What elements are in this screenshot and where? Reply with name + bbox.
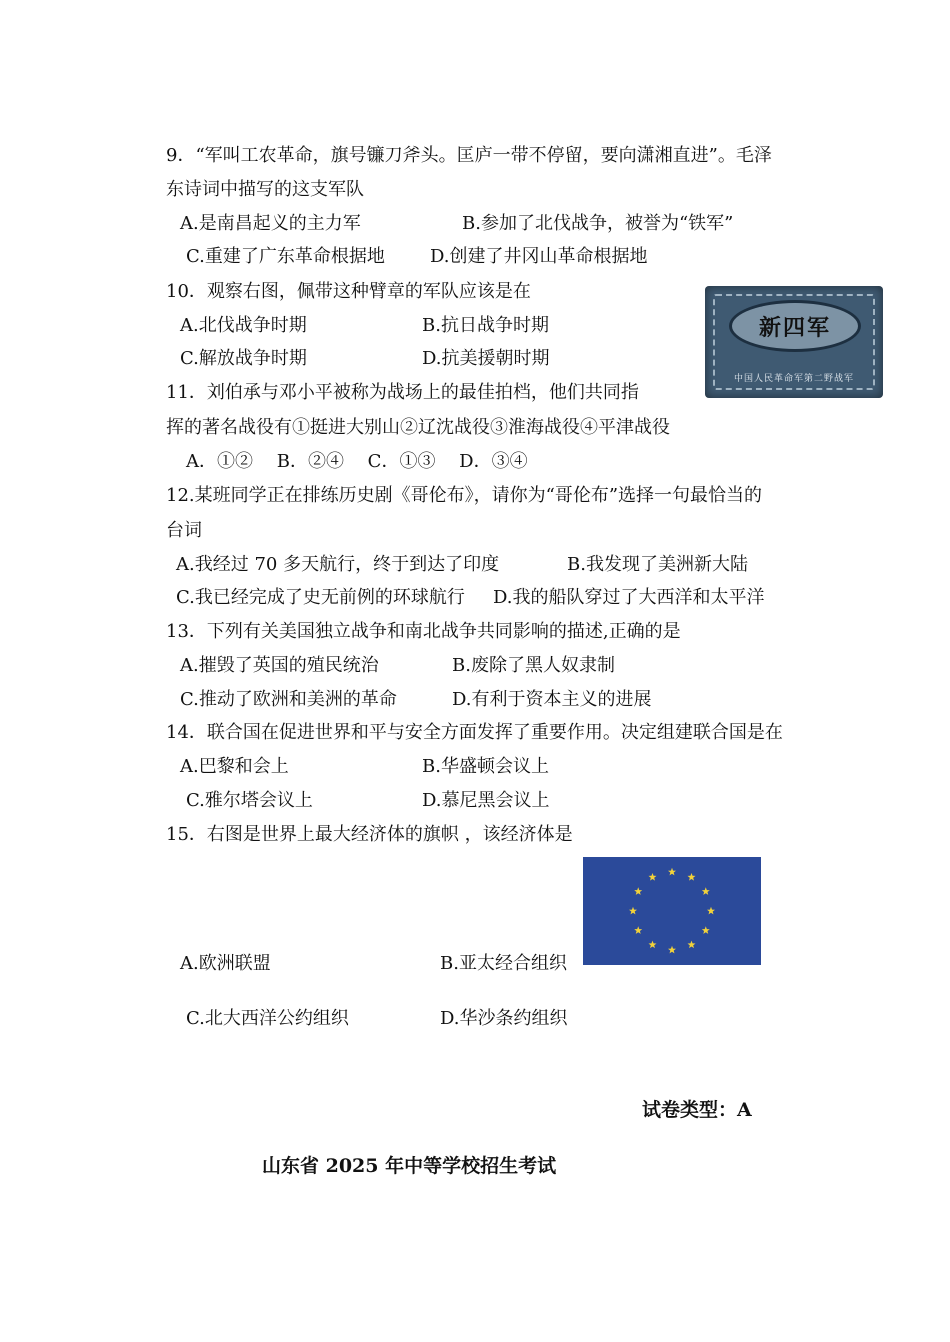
armband-small-text: 中国人民革命军第二野战军: [733, 374, 854, 384]
q9-stem-line2: 东诗词中描写的这支军队: [166, 179, 364, 200]
armband-image: [705, 286, 883, 398]
q13-option-c: C.推动了欧洲和美洲的革命: [180, 689, 397, 710]
q9-option-c: C.重建了广东革命根据地: [186, 246, 385, 267]
q10-option-a: A.北伐战争时期: [180, 315, 307, 336]
q12-option-d: D.我的船队穿过了大西洋和太平洋: [493, 587, 765, 608]
q12-stem-line2: 台词: [166, 520, 202, 541]
q11-stem-line1: 11．刘伯承与邓小平被称为战场上的最佳拍档，他们共同指: [166, 382, 639, 403]
q10-option-b: B.抗日战争时期: [422, 315, 549, 336]
q13-option-d: D.有利于资本主义的进展: [452, 689, 652, 710]
q15-option-b: B.亚太经合组织: [440, 953, 567, 974]
q13-option-b: B.废除了黑人奴隶制: [452, 655, 615, 676]
q11-stem-line2: 挥的著名战役有①挺进大别山②辽沈战役③淮海战役④平津战役: [166, 417, 670, 438]
q15-option-d: D.华沙条约组织: [440, 1008, 568, 1029]
exam-title: 山东省 2025 年中等学校招生考试: [262, 1155, 557, 1177]
q9-stem-line1: 9．“军叫工农革命，旗号镰刀斧头。匡庐一带不停留，要向潇湘直进”。毛泽: [166, 145, 772, 166]
q14-option-a: A.巴黎和会上: [180, 756, 289, 777]
q14-option-b: B.华盛顿会议上: [422, 756, 549, 777]
q15-option-c: C.北大西洋公约组织: [186, 1008, 349, 1029]
q13-option-a: A.摧毁了英国的殖民统治: [180, 655, 379, 676]
q9-option-b: B.参加了北伐战争，被誉为“铁军”: [462, 213, 734, 234]
q12-option-b: B.我发现了美洲新大陆: [567, 554, 748, 575]
q11-options: A．①② B．②④ C．①③ D．③④: [186, 451, 528, 472]
q12-stem-line1: 12.某班同学正在排练历史剧《哥伦布》，请你为“哥伦布”选择一句最恰当的: [166, 485, 763, 506]
q10-stem: 10．观察右图，佩带这种臂章的军队应该是在: [166, 281, 531, 302]
q13-stem: 13．下列有关美国独立战争和南北战争共同影响的描述,正确的是: [166, 621, 681, 642]
q15-stem: 15．右图是世界上最大经济体的旗帜 ，该经济体是: [166, 824, 573, 845]
q10-option-d: D.抗美援朝时期: [422, 348, 550, 369]
q9-option-d: D.创建了井冈山革命根据地: [430, 246, 648, 267]
q14-stem: 14．联合国在促进世界和平与安全方面发挥了重要作用。决定组建联合国是在: [166, 722, 783, 743]
q12-option-a: A.我经过 70 多天航行，终于到达了印度: [176, 554, 500, 575]
q14-option-c: C.雅尔塔会议上: [186, 790, 313, 811]
q9-option-a: A.是南昌起义的主力军: [180, 213, 361, 234]
q14-option-d: D.慕尼黑会议上: [422, 790, 550, 811]
q12-option-c: C.我已经完成了史无前例的环球航行: [176, 587, 465, 608]
q10-option-c: C.解放战争时期: [180, 348, 307, 369]
armband-label: 新四军: [729, 300, 861, 352]
paper-type-label: 试卷类型：A: [642, 1099, 752, 1121]
eu-flag-image: [583, 857, 761, 965]
q15-option-a: A.欧洲联盟: [180, 953, 271, 974]
